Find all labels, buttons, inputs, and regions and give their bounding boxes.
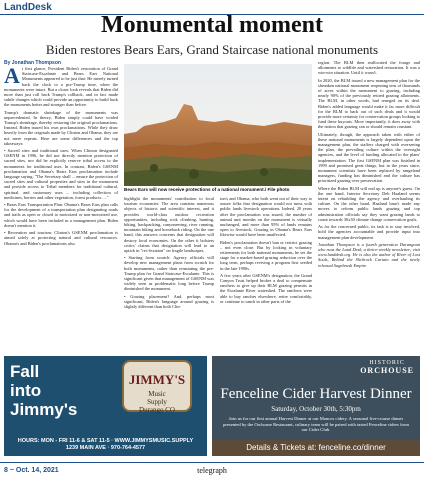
paragraph: Biden's proclamation doesn't ban or restrict grazing – not even close. But by locking in voluntary retirements for both national monuments, he set the stage for a market-based grazing reduction over the long term, perhaps reviving a program first seeded in the late 1990s. — [220, 239, 312, 271]
logo-sub-line: Durango CO — [139, 406, 175, 414]
ad-body: Join us for our first annual Harvest Dinner at our Mancos cidery. A seasonal five-course dinner presented by the Orchouse Restaurant, culinary team will be paired with tasted Fenceline ciders from our Cider Club. — [223, 416, 409, 433]
headline: Monumental moment — [101, 12, 323, 38]
bears-ears-photo — [124, 64, 312, 186]
page-number: 8 ~ Oct. 14, 2021 — [4, 467, 59, 474]
ad-hours — [4, 438, 207, 452]
section-label: LandDesk — [4, 2, 52, 13]
paragraph: Where the Biden BLM will end up is anyone's guess. On the one hand, Interior Secretary Deb Haaland seems intent on rebuilding the agency and overhauling its culture. On the other hand, Haaland hasn't made any moves to reform public lands grazing and top administration officials say they want grazing lands to count towards 30x30 climate change conservation goals. — [318, 185, 420, 222]
logo-sub — [124, 390, 190, 414]
article-column-2 — [124, 196, 214, 354]
address-line: 1239 MAIN AVE · 970-764-4577 — [65, 445, 146, 451]
paragraph: As for the concerned public, its task is to stay involved, hold the agencies accountable and provide input into management plan development. — [318, 224, 420, 240]
ad-title-line: into — [10, 381, 42, 400]
paragraph: • Recreation and tourism: Clinton's GSENM proclamation is aimed solely at protecting natural and cultural resources. Obama's and Biden's proclamations also — [4, 230, 118, 246]
jimmys-logo — [122, 360, 192, 412]
jimmys-ad[interactable] — [4, 356, 207, 456]
paragraph: A few years after GSENM's designation, the Grand Canyon Trust helped broker a deal to compensate ranchers to give up their BLM grazing permits in the Escalante River watershed. The ranchers were able to buy ranches elsewhere, retire comfortably, or continue to ranch in other parts of the — [220, 272, 312, 304]
publication-name: telegraph — [197, 466, 227, 475]
logo-sub-line: Music — [148, 390, 166, 398]
ad-date: Saturday, October 30th, 5:30pm — [271, 405, 361, 413]
paragraph: • Starting from scratch: Agency officials will develop new management plans from scratch for both monuments, rather than reinstating the pre-Trump plan for Grand Staircase-Escalante. This is significant given that management of GSENM was widely seen as problematic long before Trump diminished the monument. — [124, 255, 214, 292]
paragraph: • Grazing placement? And, perhaps most significant, Biden's language around grazing is slightly different than both Clin- — [124, 293, 214, 310]
paragraph: • Bears Ears Transportation Plan: Obama's Bears Ears plan calls for the development of a transportation plan designating roads and trails as open or closed to motorized or non-motorized use, which would have been included in a management plan. Biden doesn't mention it. — [4, 202, 118, 228]
author-bio: Jonathan Thompson is a fourth generation Durangoan who runs the Land Desk, a thrice-weekly newsletter; visit www.landdesk.org. He is also the author of River of Lost Souls, Behind the Slickrock Curtain and the newly released Sagebrush Empire. — [318, 241, 420, 268]
landscape-image — [124, 64, 312, 186]
drop-cap: A — [4, 66, 20, 88]
logo-line: HISTORIC — [369, 360, 405, 366]
ad-title: Fenceline Cider Harvest Dinner — [220, 386, 412, 402]
logo-sub-line: Supply — [147, 398, 167, 406]
ad-details-bar — [212, 440, 420, 456]
paragraph: • Sacred sites and traditional uses: When Clinton designated GSENM in 1996, he did not directly mention protection of sacred sites, nor did he explicitly reserve tribal access to the monuments for traditional uses. In contrast, Biden's GSENM proclamation and Obama's Bears Ears proclamation include language saying, "The Secretary shall ... ensure the protection of sacred sites and cultural properties and sites in the monument and provide access to Tribal members for traditional cultural, spiritual, and customary uses ... including collection of medicines, berries and other vegetation, forest products ...." — [4, 148, 118, 200]
ad-title — [10, 362, 77, 419]
article-column-4 — [318, 60, 420, 354]
paragraph: Ultimately, though, the approach taken with either of these national monuments is largely dependent upon the management plan, the staffers charged with overseeing the plan, the prevailing culture within the oversight agencies, and the level of funding allocated to the plans' implementation. The first GSENM plan was finished in 1999 and promised great things, but in the years since, monument scientists have been replaced by rangeland managers, funding has diminished and the culture has prioritized grazing over preservation. — [318, 131, 420, 184]
paragraph: region. The BLM then reallocated the forage and allotments to wildlife and watershed restoration. It was a win-win situation. Until it wasn't. — [318, 60, 420, 76]
ad-title-line: Jimmy's — [10, 400, 78, 419]
orchouse-logo — [360, 360, 414, 375]
paragraph: t first glance, President Biden's restoration of Grand Staircase-Escalante and Bears Ears National Monuments appeared to be just that: He merely turned back the clock to a pre-Trump time, when the monuments were intact. But a closer look reveals that Biden did more than just roll back Trump's rollback, and in fact made subtle changes which could provide an opportunity to build back the monuments better and stronger than before. — [4, 66, 118, 108]
ad-title-line: Fall — [10, 362, 40, 381]
article-column-3 — [220, 196, 312, 354]
logo-line: ORCHOUSE — [360, 366, 414, 375]
article-column-1 — [4, 66, 118, 354]
footer-rule — [0, 462, 424, 463]
fenceline-ad[interactable] — [212, 356, 420, 456]
paragraph: ton's and Obama, who both went out of their way to assure folks that designation would not mess with public lands livestock operations. Indeed, 20 years after the proclamation was issued, the number of animal unit months on the monument is virtually unchanged, and more than 95% of lands remains open to livestock. Grazing in Obama's Bears Ears likewise would have been unaffected. — [220, 196, 312, 238]
logo-name: JIMMY'S — [128, 372, 186, 387]
paragraph: Trump's dramatic shrinkage of the monuments was unprecedented. In theory, Biden simply could have voided Trump's shrinkage, thereby restoring the original proclamations. Instead, Biden issued his own proclamations. While they draw heavily from the originals made by Clinton and Obama, they are not mere repeats. Here are some differences and the top takeaways: — [4, 109, 118, 146]
paragraph: In 2020, the BLM issued a new management plan for the shrunken national monument reopening tens of thousands of acres within the monument to grazing, including nearly 90% of the previously retired grazing allotments. The BLM, in other words, had reneged on its deal. Biden's added language would make it far more difficult for the BLM to back out of such deals and it would provide more certainty for conservation groups looking to fund these buyouts. More importantly, it does away with the notion that grazing can or should remain constant. — [318, 77, 420, 130]
hours-line: HOURS: MON - FRI 11-6 & SAT 11-5 · WWW.JIMMYSMUSIC.SUPPLY — [17, 438, 194, 444]
ad-details-link[interactable]: Details & Tickets at: fenceline.co/dinner — [246, 443, 386, 452]
byline: By Jonathan Thompson — [4, 60, 61, 66]
paragraph: highlight the monuments' contribution to local tourism economies. The area contains numerous objects of historic and scientific interest, and it provides world-class outdoor recreation opportunities, including rock climbing, hunting, hiking, backpacking, canyoneering, river running, mountain biking and horseback riding. On the one hand, this answers concerns that designation will destroy local economies. On the other it bolsters critics' claims that designation will lead to an uptick in "rec-lexation" on fragile landscapes. — [124, 196, 214, 254]
subhead: Biden restores Bears Ears, Grand Staircase national monuments — [45, 42, 379, 57]
photo-caption: Bears Ears will now receive protections of a national monument./ File photo — [124, 187, 290, 192]
